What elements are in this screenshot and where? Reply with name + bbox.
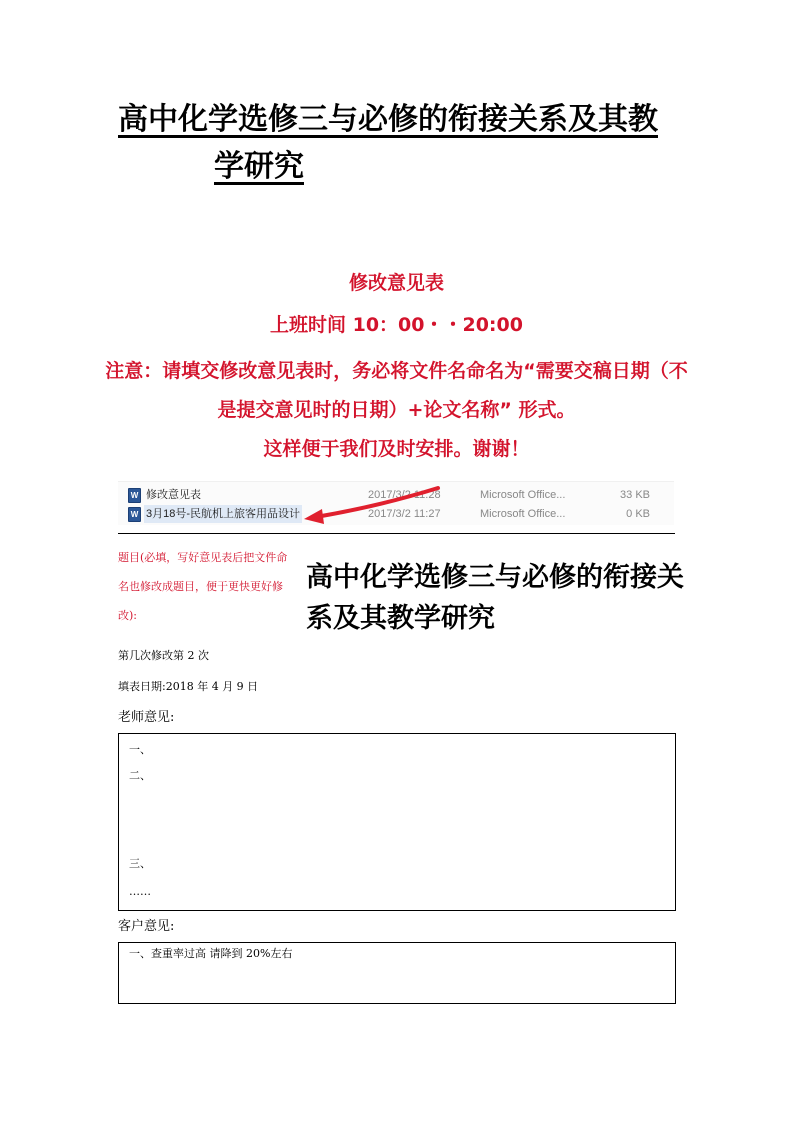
- topic-label: 题目(必填，写好意见表后把文件命名也修改成题目，便于更快更好修改):: [118, 551, 288, 622]
- teacher-comments-label: 老师意见:: [118, 710, 175, 725]
- file-size: 0 KB: [626, 508, 650, 520]
- office-hours: 上班时间 10：00・・20:00: [270, 314, 523, 336]
- file-size: 33 KB: [620, 489, 650, 501]
- notice-heading: 修改意见表: [348, 272, 444, 294]
- client-comments-label: 客户意见:: [118, 919, 175, 934]
- file-date: 2017/3/2 11:27: [368, 508, 441, 520]
- main-title-line-1: 高中化学选修三与必修的衔接关系及其教: [118, 102, 658, 137]
- main-title: [118, 96, 718, 190]
- teacher-item: 一、: [129, 743, 151, 756]
- fill-date[interactable]: 填表日期:2018 年 4 月 9 日: [118, 680, 259, 693]
- teacher-comments-box[interactable]: [118, 733, 676, 911]
- file-type: Microsoft Office...: [480, 489, 566, 501]
- notice-text: 注意：请填交修改意见表时，务必将文件名命名为“需要交稿日期（不是提交意见时的日期）+论文名称” 形式。: [105, 360, 688, 421]
- file-name: 3月18号-民航机上旅客用品设计: [144, 505, 302, 523]
- main-title-line-2: 学研究: [214, 149, 304, 184]
- teacher-item: 三、: [129, 857, 151, 870]
- file-name: 修改意见表: [146, 489, 201, 501]
- word-doc-icon: W: [128, 507, 141, 522]
- file-date: 2017/3/2 11:28: [368, 489, 441, 501]
- red-arrow-icon: [300, 484, 440, 524]
- topic-title[interactable]: 高中化学选修三与必修的衔接关系及其教学研究: [306, 562, 684, 634]
- divider: [118, 533, 675, 534]
- word-doc-icon: W: [128, 488, 141, 503]
- revision-count[interactable]: 第几次修改第 2 次: [118, 649, 209, 662]
- client-comments-box[interactable]: [118, 942, 676, 1004]
- teacher-item: ……: [129, 885, 151, 898]
- client-item: 一、查重率过高 请降到 20%左右: [129, 947, 293, 960]
- file-type: Microsoft Office...: [480, 508, 566, 520]
- notice-thanks: 这样便于我们及时安排。谢谢！: [263, 438, 530, 460]
- teacher-item: 二、: [129, 769, 151, 782]
